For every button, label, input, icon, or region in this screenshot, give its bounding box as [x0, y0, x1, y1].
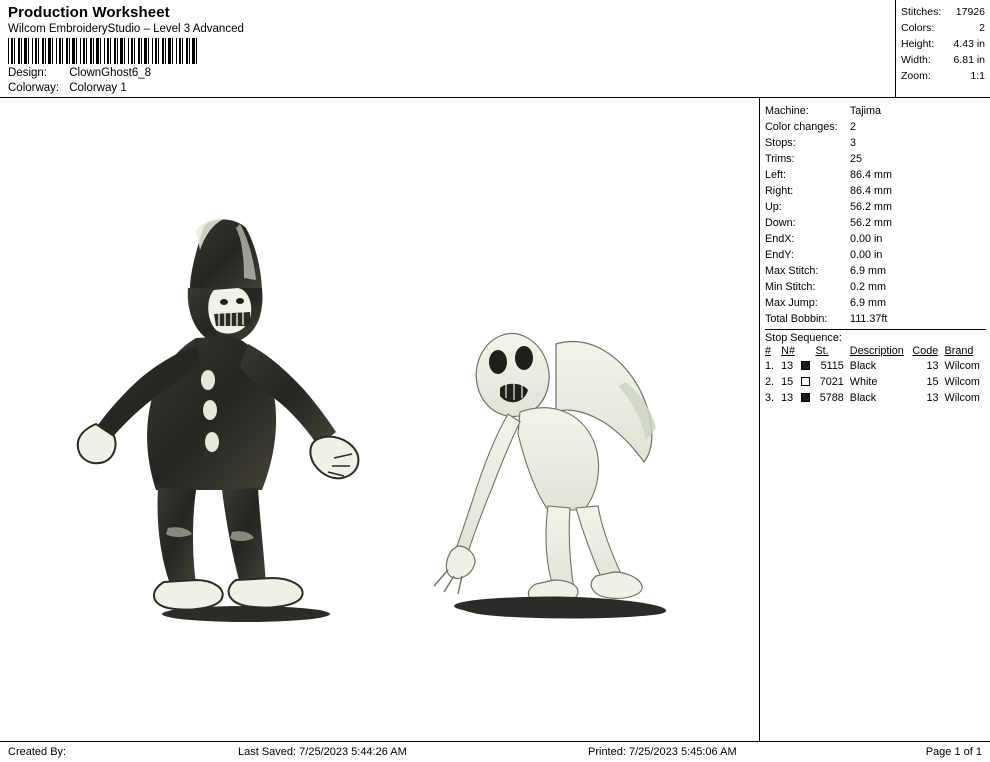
cell-brand: Wilcom: [944, 360, 980, 372]
cell-needle: 15: [781, 376, 794, 388]
table-row: [765, 390, 989, 406]
table-row: [765, 358, 989, 374]
row-label: Color changes:: [765, 121, 838, 133]
row-value: 3: [850, 137, 857, 149]
row-label: Stops:: [765, 137, 796, 149]
row-value: 56.2 mm: [850, 217, 893, 229]
col-code: Code: [912, 345, 939, 357]
row-value: 6.9 mm: [850, 265, 886, 277]
panel-row-min-stitch: [765, 279, 986, 295]
stop-sequence-title: Stop Sequence:: [765, 329, 986, 344]
row-label: Machine:: [765, 105, 809, 117]
panel-row-max-jump: [765, 295, 986, 311]
panel-row-machine: [765, 103, 986, 119]
design-label: Design:: [8, 67, 47, 79]
info-panel: [761, 98, 990, 741]
panel-row-endx: [765, 231, 986, 247]
col-index: #: [765, 345, 772, 357]
stat-label: Width:: [901, 54, 931, 66]
panel-row-down: [765, 215, 986, 231]
stop-sequence-table: [765, 345, 989, 406]
color-swatch-icon: [801, 361, 810, 370]
col-swatch: [801, 345, 815, 358]
row-value: 0.2 mm: [850, 281, 886, 293]
cell-needle: 13: [781, 392, 794, 404]
panel-row-left: [765, 167, 986, 183]
stat-zoom: [901, 68, 986, 84]
row-value: 25: [850, 153, 863, 165]
table-row: [765, 374, 989, 390]
row-value: 86.4 mm: [850, 185, 893, 197]
ghost-figure: [434, 333, 666, 618]
row-label: Max Stitch:: [765, 265, 819, 277]
panel-row-right: [765, 183, 986, 199]
panel-row-trims: [765, 151, 986, 167]
cell-needle: 13: [781, 360, 794, 372]
stat-value: 4.43 in: [953, 38, 985, 50]
row-value: 2: [850, 121, 857, 133]
stat-height: [901, 36, 986, 52]
stat-colors: [901, 20, 986, 36]
cell-description: Black: [849, 392, 877, 404]
cell-swatch: [801, 390, 815, 406]
col-needle: N#: [781, 345, 795, 357]
row-label: Right:: [765, 185, 794, 197]
footer-printed: Printed: 7/25/2023 5:45:06 AM: [588, 746, 737, 758]
row-label: Total Bobbin:: [765, 313, 828, 325]
cell-description: Black: [849, 360, 877, 372]
embroidery-artwork: [0, 98, 760, 741]
row-label: Min Stitch:: [765, 281, 816, 293]
color-swatch-icon: [801, 393, 810, 402]
app-subtitle: Wilcom EmbroideryStudio – Level 3 Advanced: [8, 23, 244, 35]
panel-row-color-changes: [765, 119, 986, 135]
row-label: Left:: [765, 169, 787, 181]
cell-brand: Wilcom: [944, 376, 980, 388]
row-label: EndX:: [765, 233, 795, 245]
worksheet-header: [0, 0, 990, 98]
stat-value: 1:1: [970, 70, 985, 82]
barcode-icon: [8, 38, 198, 64]
clown-figure: [78, 219, 359, 622]
stat-label: Zoom:: [901, 70, 931, 82]
design-value: ClownGhost6_8: [69, 67, 152, 79]
row-value: 86.4 mm: [850, 169, 893, 181]
stat-label: Stitches:: [901, 6, 942, 18]
design-row: [8, 67, 688, 79]
col-stitches: St.: [815, 345, 829, 357]
cell-description: White: [849, 376, 878, 388]
page-title: Production Worksheet: [8, 4, 170, 21]
design-preview[interactable]: [0, 98, 760, 741]
cell-stitches: 5115: [820, 360, 844, 372]
stat-value: 2: [979, 22, 985, 34]
footer-created-by: Created By:: [8, 746, 67, 758]
colorway-value: Colorway 1: [69, 82, 127, 94]
stat-value: 17926: [955, 6, 985, 18]
footer-last-saved: Last Saved: 7/25/2023 5:44:26 AM: [238, 746, 407, 758]
row-label: Max Jump:: [765, 297, 818, 309]
footer-page-number: Page 1 of 1: [925, 746, 982, 758]
cell-swatch: [801, 374, 815, 390]
panel-row-total-bobbin: [765, 311, 986, 327]
cell-index: 2.: [765, 376, 775, 388]
table-header-row: [765, 345, 989, 358]
cell-index: 1.: [765, 360, 775, 372]
row-label: Down:: [765, 217, 796, 229]
col-description: Description: [849, 345, 904, 357]
colorway-label: Colorway:: [8, 82, 60, 94]
panel-row-up: [765, 199, 986, 215]
cell-code: 13: [926, 360, 939, 372]
cell-code: 13: [926, 392, 939, 404]
row-value: 6.9 mm: [850, 297, 886, 309]
col-brand: Brand: [944, 345, 974, 357]
header-left: [8, 4, 688, 94]
stat-value: 6.81 in: [953, 54, 985, 66]
stat-label: Colors:: [901, 22, 935, 34]
row-label: EndY:: [765, 249, 794, 261]
row-value: 0.00 in: [850, 249, 883, 261]
header-stats-box: [895, 0, 990, 97]
row-label: Trims:: [765, 153, 795, 165]
panel-row-endy: [765, 247, 986, 263]
colorway-row: [8, 82, 688, 94]
panel-row-stops: [765, 135, 986, 151]
panel-row-max-stitch: [765, 263, 986, 279]
cell-stitches: 7021: [819, 376, 844, 388]
cell-index: 3.: [765, 392, 775, 404]
stat-label: Height:: [901, 38, 935, 50]
cell-brand: Wilcom: [944, 392, 980, 404]
row-value: 56.2 mm: [850, 201, 893, 213]
cell-code: 15: [926, 376, 939, 388]
stat-stitches: [901, 4, 986, 20]
cell-swatch: [801, 358, 815, 374]
row-value: 0.00 in: [850, 233, 883, 245]
row-label: Up:: [765, 201, 782, 213]
row-value: Tajima: [849, 105, 882, 117]
stat-width: [901, 52, 986, 68]
worksheet-footer: [0, 741, 990, 762]
cell-stitches: 5788: [819, 392, 844, 404]
color-swatch-icon: [801, 377, 810, 386]
row-value: 111.37ft: [850, 313, 888, 325]
